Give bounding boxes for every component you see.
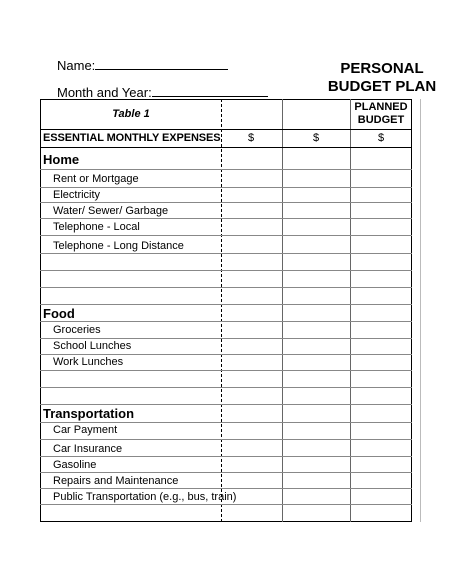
currency-symbol-col-2: $ [312,132,320,144]
column-divider-3 [350,99,351,522]
row-line [40,439,412,440]
expense-item: Car Insurance [53,443,123,455]
planned-budget-header [350,101,412,127]
budget-label: BUDGET [357,114,405,126]
expense-item: Repairs and Maintenance [53,475,179,487]
column-divider-2 [282,99,283,522]
title-line-personal: PERSONAL [340,60,424,77]
expense-item: Work Lunches [53,356,124,368]
name-label: Name: [57,58,96,73]
row-line [40,235,412,236]
row-line [40,321,412,322]
row-line [40,472,412,473]
row-line [40,253,412,254]
month-year-label: Month and Year: [57,85,152,100]
row-line [40,270,412,271]
row-line [40,169,412,170]
month-year-blank-line[interactable] [152,83,268,97]
table-shadow [412,99,421,522]
row-line [40,218,412,219]
row-line [40,404,412,405]
row-line [40,370,412,371]
expense-item: School Lunches [53,340,132,352]
row-line [40,202,412,203]
expense-item: Public Transportation (e.g., bus, train) [53,491,237,503]
expense-item: Gasoline [53,459,97,471]
currency-symbol-col-3: $ [377,132,385,144]
currency-symbol-col-1: $ [247,132,255,144]
section-title-transportation: Transportation [43,406,135,421]
row-line [40,456,412,457]
planned-label: PLANNED [354,101,408,113]
row-line [40,287,412,288]
row-line [40,504,412,505]
row-line [40,304,412,305]
title-line-budget-plan: BUDGET PLAN [327,78,437,95]
row-line [40,387,412,388]
row-line-header [40,129,412,130]
expense-item: Rent or Mortgage [53,173,139,185]
expense-item: Groceries [53,324,101,336]
expense-item: Telephone - Local [53,221,140,233]
expense-item: Car Payment [53,424,118,436]
expense-item: Electricity [53,189,101,201]
expenses-header: ESSENTIAL MONTHLY EXPENSES [43,132,221,144]
expense-item: Telephone - Long Distance [53,240,184,252]
section-title-food: Food [43,306,75,321]
expense-item: Water/ Sewer/ Garbage [53,205,169,217]
section-title-home: Home [43,152,80,167]
table-bottom-border [40,521,412,522]
column-divider-1 [221,99,222,522]
row-line [40,488,412,489]
name-blank-line[interactable] [95,56,228,70]
name-field[interactable] [57,56,228,74]
table-label: Table 1 [112,108,150,120]
row-line-expenses [40,147,412,148]
